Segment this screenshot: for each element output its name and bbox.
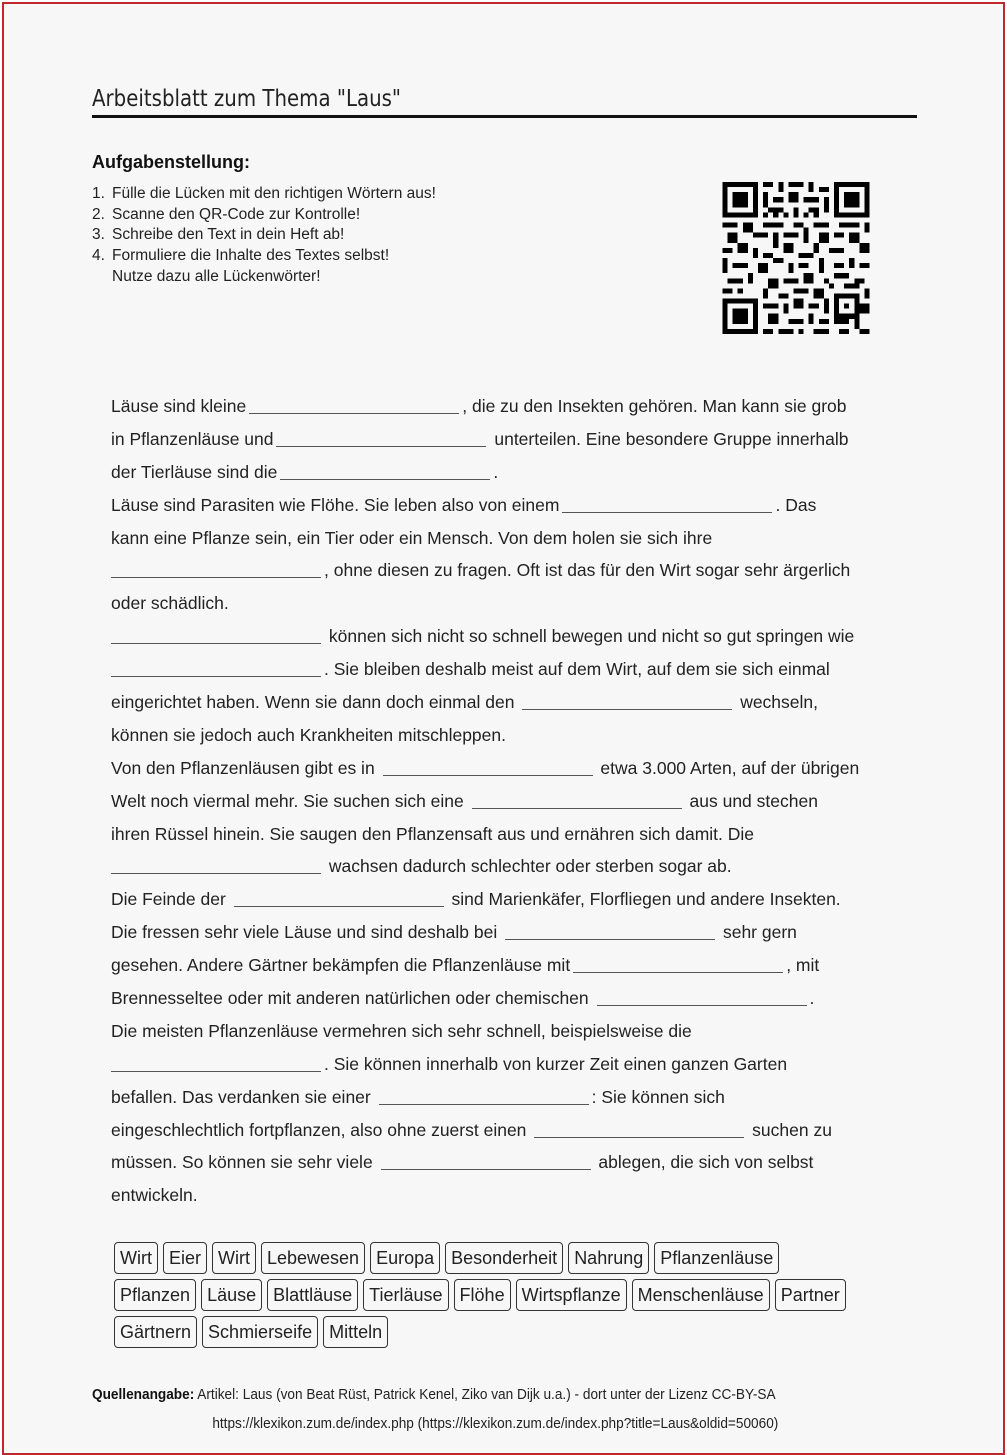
source-url[interactable]: https://klexikon.zum.de/index.php (https://klexikon.zum.de/index.php?title=Laus&oldid=50060) [212,1416,779,1432]
word-chip[interactable]: Läuse [201,1279,262,1311]
text-segment: . [809,988,815,1009]
word-chip[interactable]: Europa [370,1242,440,1274]
text-segment: sind Marienkäfer, Florfliegen und andere Insekten. [451,889,841,910]
task-heading: Aufgabenstellung: [92,152,250,172]
text-segment: können sich nicht so schnell bewegen und nicht so gut springen wie [328,626,855,647]
text-segment: . Sie können innerhalb von kurzer Zeit einen ganzen Garten [324,1053,788,1074]
text-line [111,949,911,982]
word-chip[interactable]: Pflanzenläuse [654,1242,779,1274]
text-segment: befallen. Das verdanken sie einer [111,1086,371,1107]
page-title: Arbeitsblatt zum Thema "Laus" [92,86,402,112]
text-segment: Die fressen sehr viele Läuse und sind deshalb bei [111,922,498,943]
blank-field[interactable] [276,426,486,447]
word-bank [114,1242,914,1353]
text-segment: . [493,461,499,482]
text-segment: der Tierläuse sind die [111,461,278,482]
text-line: kann eine Pflanze sein, ein Tier oder ein Mensch. Von dem holen sie sich ihre [111,527,713,548]
text-segment: Brennesseltee oder mit anderen natürlichen oder chemischen [111,988,589,1009]
blank-field[interactable] [111,1051,321,1072]
task-item [92,184,436,205]
word-chip[interactable]: Mitteln [323,1316,388,1348]
text-line: oder schädlich. [111,593,229,614]
task-continuation: Nutze dazu alle Lückenwörter! [112,267,321,285]
text-segment: gesehen. Andere Gärtner bekämpfen die Pflanzenläuse mit [111,955,571,976]
blank-field[interactable] [472,788,682,809]
text-segment: : Sie können sich [591,1086,725,1107]
word-chip[interactable]: Schmierseife [202,1316,318,1348]
text-segment: . Das [775,494,817,515]
text-line [111,883,911,916]
text-line [111,982,911,1015]
text-segment: wachsen dadurch schlechter oder sterben sogar ab. [328,856,732,877]
task-text: Fülle die Lücken mit den richtigen Wörtern aus! [112,185,436,202]
word-bank-row [114,1242,914,1279]
text-segment: Von den Pflanzenläusen gibt es in [111,757,375,778]
text-line: ihren Rüssel hinein. Sie saugen den Pflanzensaft aus und ernähren sich damit. Die [111,823,755,844]
title-divider [92,115,917,118]
task-item [92,225,436,246]
text-segment: ablegen, die sich von selbst [598,1152,814,1173]
task-text: Formuliere die Inhalte des Textes selbst! [112,247,390,265]
word-chip[interactable]: Wirt [212,1242,256,1274]
text-segment: . Sie bleiben deshalb meist auf dem Wirt, auf dem sie sich einmal [324,659,830,680]
task-item [92,205,436,226]
blank-field[interactable] [111,656,321,677]
task-text: Scanne den QR-Code zur Kontrolle! [112,205,361,223]
text-segment: , mit [786,955,820,976]
text-segment: , die zu den Insekten gehören. Man kann sie grob [462,396,847,416]
text-segment: Läuse sind Parasiten wie Flöhe. Sie leben also von einem [111,494,560,515]
text-line [111,423,911,456]
word-chip[interactable]: Wirtspflanze [516,1279,627,1311]
word-chip[interactable]: Gärtnern [114,1316,197,1348]
text-line [111,456,911,489]
text-line [111,620,911,653]
blank-field[interactable] [522,689,732,710]
word-chip[interactable]: Eier [163,1242,207,1274]
qr-code-icon[interactable] [722,182,870,334]
text-segment: wechseln, [740,692,819,713]
word-chip[interactable]: Besonderheit [445,1242,563,1274]
task-number: 3. [92,226,105,244]
blank-field[interactable] [379,1084,589,1105]
text-line [111,489,911,522]
text-segment: aus und stechen [689,790,818,811]
task-text: Schreibe den Text in dein Heft ab! [112,226,345,244]
text-line: Die meisten Pflanzenläuse vermehren sich sehr schnell, beispielsweise die [111,1020,692,1041]
blank-field[interactable] [505,919,715,940]
task-number: 2. [92,205,105,223]
task-item [92,246,436,267]
worksheet [2,2,1005,1455]
blank-field[interactable] [280,459,490,480]
text-line [111,850,911,883]
task-number: 4. [92,247,105,265]
text-line [111,554,911,587]
text-line [111,916,911,949]
text-segment: eingeschlechtlich fortpflanzen, also ohne zuerst einen [111,1119,527,1140]
word-chip[interactable]: Wirt [114,1242,158,1274]
word-chip[interactable]: Menschenläuse [632,1279,770,1311]
text-line: können sie jedoch auch Krankheiten mitschleppen. [111,724,506,745]
text-line [111,686,911,719]
source-citation [92,1381,778,1439]
text-segment: suchen zu [752,1119,832,1140]
blank-field[interactable] [249,393,459,414]
word-chip[interactable]: Partner [775,1279,846,1311]
word-chip[interactable]: Pflanzen [114,1279,196,1311]
text-segment: eingerichtet haben. Wenn sie dann doch einmal den [111,692,515,713]
text-segment: Die Feinde der [111,889,226,910]
blank-field[interactable] [597,985,807,1006]
task-list [92,184,436,288]
text-segment: müssen. So können sie sehr viele [111,1152,373,1173]
word-chip[interactable]: Tierläuse [363,1279,448,1311]
blank-field[interactable] [111,623,321,644]
source-text: Artikel: Laus (von Beat Rüst, Patrick Kenel, Ziko van Dijk u.a.) - dort unter der Lizenz CC-BY-SA [197,1387,776,1403]
blank-field[interactable] [534,1117,744,1138]
text-line [111,390,911,423]
text-line: entwickeln. [111,1185,198,1206]
word-chip[interactable]: Flöhe [454,1279,511,1311]
text-segment: unterteilen. Eine besondere Gruppe innerhalb [494,428,849,449]
text-segment: , ohne diesen zu fragen. Oft ist das für den Wirt sogar sehr ärgerlich [324,560,851,581]
blank-field[interactable] [234,886,444,907]
text-segment: Läuse sind kleine [111,396,247,416]
text-segment: sehr gern [722,922,797,943]
blank-field[interactable] [381,1149,591,1170]
text-line [111,752,911,785]
text-line [111,1048,911,1081]
text-line [111,1081,911,1114]
word-chip[interactable]: Lebewesen [261,1242,365,1274]
source-label: Quellenangabe: [92,1387,195,1403]
text-line [111,653,911,686]
text-segment: in Pflanzenläuse und [111,428,274,449]
text-segment: Welt noch viermal mehr. Sie suchen sich eine [111,790,464,811]
text-line [111,1114,911,1147]
blank-field[interactable] [111,557,321,578]
text-segment: etwa 3.000 Arten, auf der übrigen [600,757,860,778]
word-bank-row [114,1316,914,1353]
word-chip[interactable]: Nahrung [568,1242,649,1274]
source-line [92,1381,778,1410]
cloze-text [111,390,911,1212]
blank-field[interactable] [573,952,783,973]
blank-field[interactable] [562,492,772,513]
task-number: 1. [92,185,105,202]
word-chip[interactable]: Blattläuse [267,1279,358,1311]
text-line [111,785,911,818]
blank-field[interactable] [111,853,321,874]
word-bank-row [114,1279,914,1316]
blank-field[interactable] [383,755,593,776]
text-line [111,1146,911,1179]
